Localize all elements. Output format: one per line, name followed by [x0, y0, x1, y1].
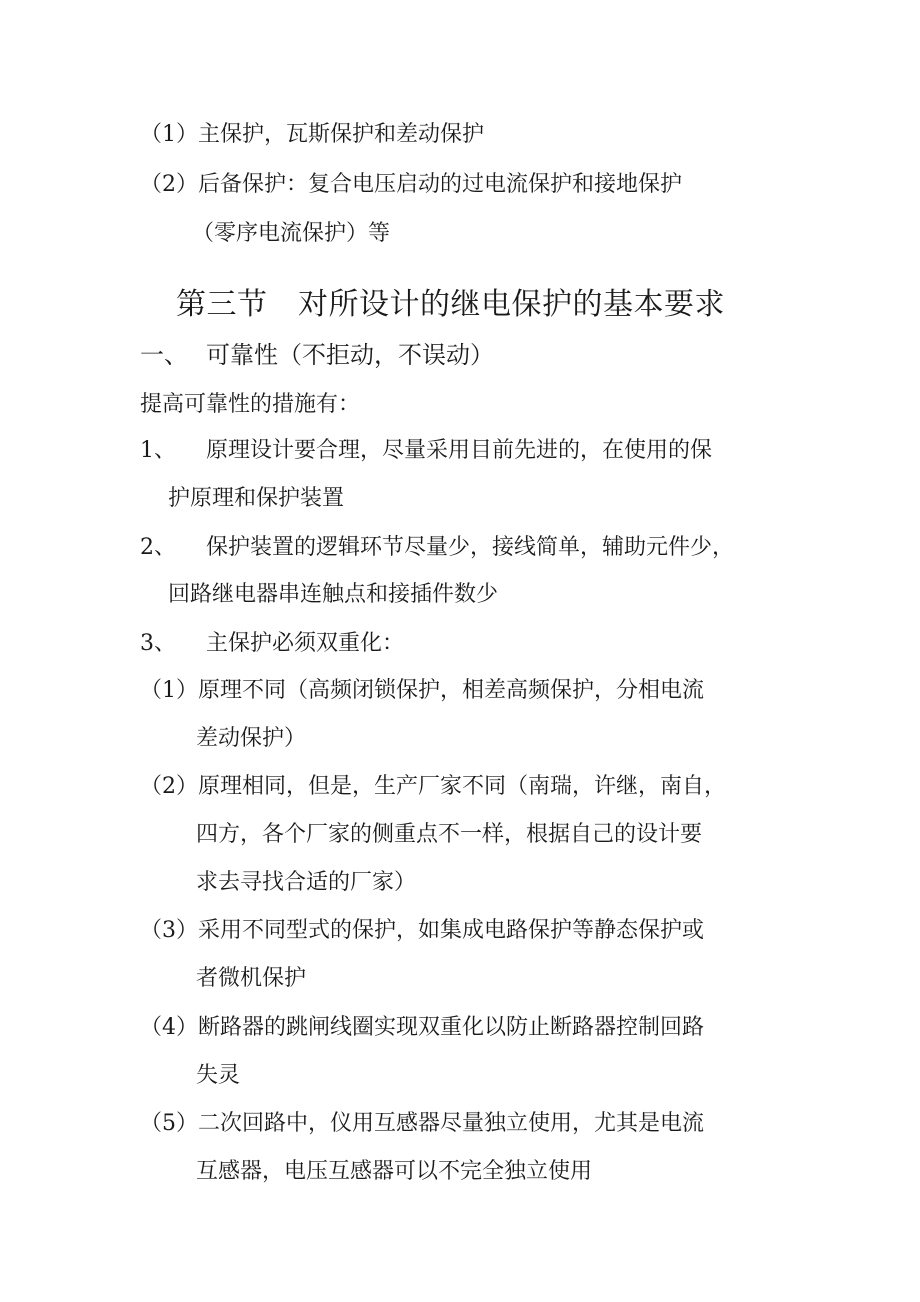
sub-item-text: 采用不同型式的保护，如集成电路保护等静态保护或 — [198, 918, 705, 943]
sub-item-number: （1） — [140, 678, 198, 703]
sub-item-5-continuation: 互感器，电压互感器可以不完全独立使用 — [196, 1159, 593, 1184]
transformer-item-2 — [140, 170, 682, 200]
sub-item-number: （3） — [140, 918, 198, 943]
measure-2 — [140, 533, 734, 563]
sub-item-4-continuation: 失灵 — [196, 1063, 241, 1088]
sub-item-4 — [140, 1013, 704, 1043]
measure-1-continuation: 护原理和保护装置 — [168, 486, 345, 511]
sub-item-number: （2） — [140, 774, 198, 799]
sub-item-text: 断路器的跳闸线圈实现双重化以防止断路器控制回路 — [198, 1015, 705, 1040]
measure-2-continuation: 回路继电器串连触点和接插件数少 — [168, 582, 499, 607]
measure-number: 3、 — [140, 631, 176, 656]
sub-item-3-continuation: 者微机保护 — [196, 966, 307, 991]
measure-3 — [140, 629, 404, 659]
sub-item-1 — [140, 676, 704, 706]
sub-item-text: 原理不同（高频闭锁保护，相差高频保护，分相电流 — [198, 678, 705, 703]
heading-number: 一、 — [140, 341, 188, 369]
sub-item-text: 原理相同，但是，生产厂家不同（南瑞，许继，南自， — [198, 774, 727, 799]
sub-item-3 — [140, 916, 704, 946]
measure-text: 保护装置的逻辑环节尽量少，接线简单，辅助元件少， — [206, 535, 735, 560]
item-number: （2） — [140, 172, 198, 197]
sub-item-2 — [140, 772, 726, 802]
transformer-item-2-continuation — [192, 219, 390, 249]
item-text: 主保护，瓦斯保护和差动保护 — [198, 122, 485, 147]
item-number: （1） — [140, 122, 198, 147]
sub-item-1-continuation: 差动保护） — [196, 726, 307, 751]
item-text: 后备保护：复合电压启动的过电流保护和接地保护 — [198, 172, 683, 197]
sub-item-number: （5） — [140, 1111, 198, 1136]
measure-1 — [140, 436, 712, 466]
sub-item-number: （4） — [140, 1015, 198, 1040]
measures-intro: 提高可靠性的措施有： — [140, 392, 361, 417]
measure-text: 原理设计要合理，尽量采用目前先进的，在使用的保 — [206, 438, 713, 463]
sub-item-5 — [140, 1109, 704, 1139]
measure-number: 1、 — [140, 438, 176, 463]
reliability-heading — [140, 340, 494, 370]
sub-item-2-continuation-1: 四方，各个厂家的侧重点不一样，根据自己的设计要 — [196, 822, 703, 847]
section-heading: 第三节 对所设计的继电保护的基本要求 — [176, 287, 725, 322]
measure-text: 主保护必须双重化： — [206, 631, 405, 656]
sub-item-2-continuation-2: 求去寻找合适的厂家） — [196, 870, 417, 895]
heading-text: 可靠性（不拒动，不误动） — [206, 341, 494, 369]
transformer-item-1 — [140, 120, 484, 150]
item-text-cont: （零序电流保护）等 — [192, 221, 391, 246]
sub-item-text: 二次回路中，仪用互感器尽量独立使用，尤其是电流 — [198, 1111, 705, 1136]
measure-number: 2、 — [140, 535, 176, 560]
